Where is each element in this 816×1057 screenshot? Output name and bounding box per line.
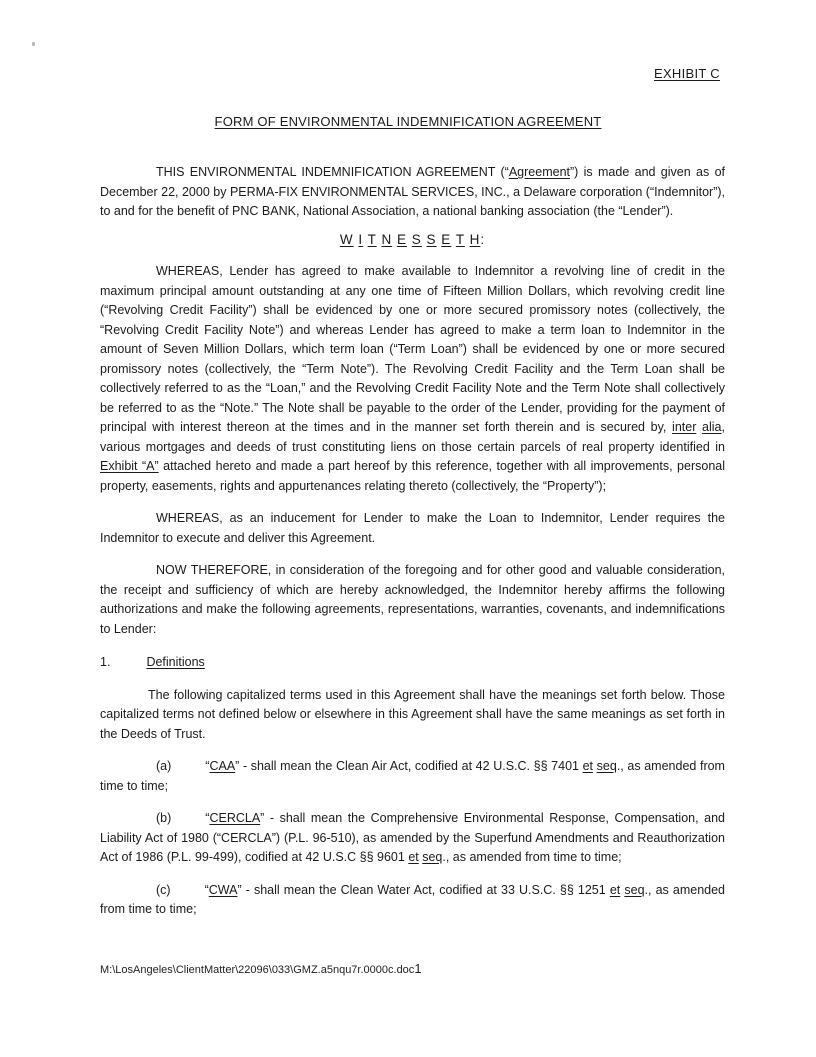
- paragraph-now-therefore: NOW THEREFORE, in consideration of the foregoing and for other good and valuable consideration, the receipt and sufficiency of which are hereby acknowledged, the Indemnitor hereby affirms the following authorizations and make the following agreements, representations, warranties, covenants, and indemnifications to Lender:: [100, 563, 725, 636]
- definition-a: (a) “CAA” - shall mean the Clean Air Act, codified at 42 U.S.C. §§ 7401 et seq., as amended from time to time;: [100, 759, 725, 793]
- paragraph-intro: THIS ENVIRONMENTAL INDEMNIFICATION AGREEMENT (“Agreement”) is made and given as of December 22, 2000 by PERMA-FIX ENVIRONMENTAL SERVICES, INC., a Delaware corporation (“Indemnitor”), to and for the benefit of PNC BANK, National Association, a national banking association (the “Lender”).: [100, 165, 725, 218]
- document-title: [0, 114, 816, 129]
- definition-b: (b) “CERCLA” - shall mean the Comprehensive Environmental Response, Compensation, and Liability Act of 1980 (“CERCLA”) (P.L. 96-510), as amended by the Superfund Amendments and Reauthorization Act of 1986 (P.L. 99-499), codified at 42 U.S.C §§ 9601 et seq., as amended from time to time;: [100, 811, 725, 864]
- paragraph-whereas-credit: WHEREAS, Lender has agreed to make available to Indemnitor a revolving line of credit in the maximum principal amount outstanding at any one time of Fifteen Million Dollars, which revolving credit line (“Revolving Credit Facility”) shall be evidenced by one or more secured promissory notes (collectively, the “Revolving Credit Facility Note”) and whereas Lender has agreed to make a term loan to Indemnitor in the amount of Seven Million Dollars, which term loan (“Term Loan”) shall be evidenced by one or more secured promissory notes (collectively, the “Term Note”). The Revolving Credit Facility and the Term Loan shall be collectively referred to as the “Loan,” and the Revolving Credit Facility Note and the Term Note shall collectively be referred to as the “Note.” The Note shall be payable to the order of the Lender, providing for the payment of principal with interest thereon at the times and in the manner set forth therein and is secured by, inter alia, various mortgages and deeds of trust constituting liens on those certain parcels of real property identified in Exhibit “A” attached hereto and made a part hereof by this reference, together with all improvements, personal property, easements, rights and appurtenances relating thereto (collectively, the “Property”);: [100, 264, 726, 493]
- document-title-text: FORM OF ENVIRONMENTAL INDEMNIFICATION AGREEMENT: [214, 114, 602, 129]
- document-body: [100, 150, 725, 920]
- scan-artifact: [32, 42, 35, 46]
- footer-file-path: M:\LosAngeles\ClientMatter\22096\033\GMZ.a5nqu7r.0000c.doc: [100, 964, 415, 976]
- section-1-heading: [100, 653, 725, 673]
- section-title: Definitions: [146, 655, 205, 669]
- section-number: 1.: [100, 655, 111, 669]
- exhibit-label: [654, 66, 720, 81]
- page-footer: [100, 961, 422, 976]
- paragraph-definitions-intro: The following capitalized terms used in this Agreement shall have the meanings set forth below. Those capitalized terms not defined below or elsewhere in this Agreement shall have the same meanings as set forth in the Deeds of Trust.: [100, 687, 725, 741]
- page-number: 1: [414, 961, 422, 976]
- exhibit-label-text: EXHIBIT C: [653, 66, 720, 81]
- paragraph-whereas-inducement: WHEREAS, as an inducement for Lender to make the Loan to Indemnitor, Lender requires the Indemnitor to execute and deliver this Agreement.: [100, 511, 725, 545]
- witnesseth-heading: W I T N E S S E T H:: [339, 231, 486, 247]
- definition-c: (c) “CWA” - shall mean the Clean Water Act, codified at 33 U.S.C. §§ 1251 et seq., as amended from time to time;: [100, 882, 725, 916]
